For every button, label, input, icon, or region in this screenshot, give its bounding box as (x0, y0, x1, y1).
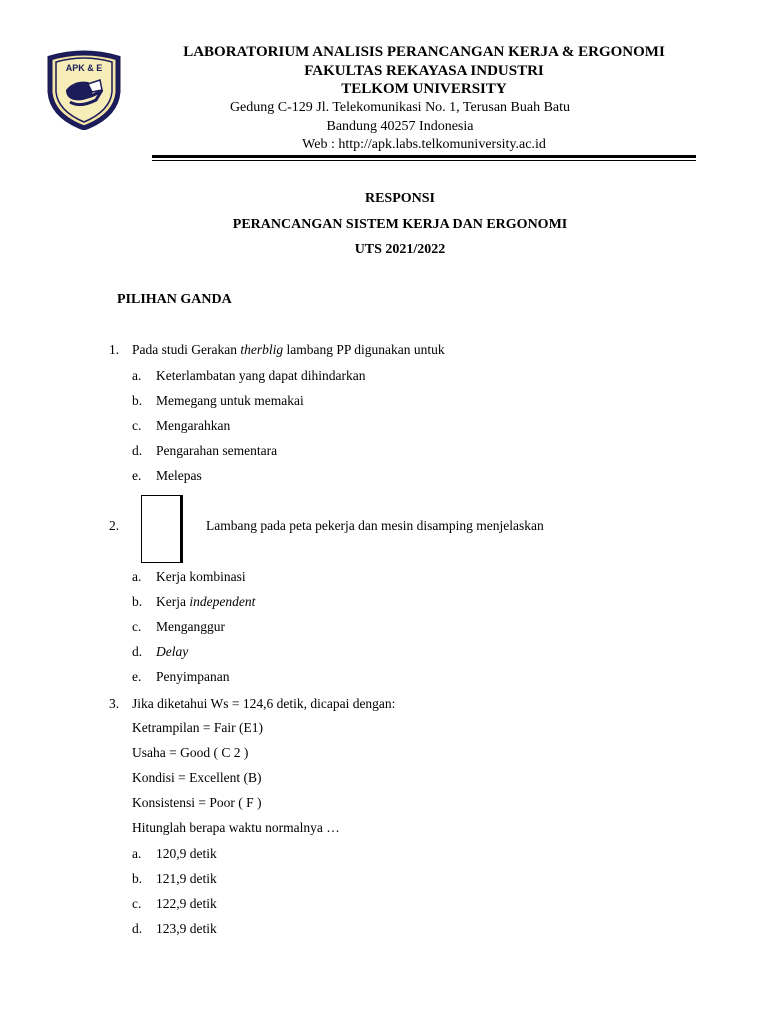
header-university: TELKOM UNIVERSITY (341, 81, 507, 97)
q1-option-c: c. Mengarahkan (132, 418, 231, 433)
q1-option-b: b. Memegang untuk memakai (132, 393, 304, 408)
header-faculty: FAKULTAS REKAYASA INDUSTRI (304, 63, 544, 79)
doc-subtitle: PERANCANGAN SISTEM KERJA DAN ERGONOMI (232, 217, 568, 232)
q3-line-skill: Ketrampilan = Fair (E1) (132, 720, 263, 735)
q1-option-e: e. Melepas (132, 468, 202, 483)
q1-option-a: a. Keterlambatan yang dapat dihindarkan (132, 368, 366, 383)
header-lab-name: LABORATORIUM ANALISIS PERANCANGAN KERJA & ERGONOMI (183, 44, 665, 60)
q1-number: 1. (109, 342, 120, 357)
doc-title: RESPONSI (364, 191, 436, 206)
worker-machine-symbol (141, 495, 183, 563)
q3-option-c: c. 122,9 detik (132, 896, 217, 911)
header-rule-thin (152, 160, 696, 161)
logo-text: APK & E (65, 63, 103, 73)
q3-number: 3. (109, 696, 120, 711)
q2-option-c: c. Menganggur (132, 619, 225, 634)
section-heading: PILIHAN GANDA (117, 292, 232, 307)
apke-logo (44, 50, 124, 130)
q2-option-b: b. Kerja independent (132, 594, 256, 609)
q3-option-d: d. 123,9 detik (132, 921, 217, 936)
q1-option-d: d. Pengarahan sementara (132, 443, 278, 458)
q3-option-b: b. 121,9 detik (132, 871, 217, 886)
header-web: Web : http://apk.labs.telkomuniversity.ac.id (302, 137, 546, 152)
doc-exam: UTS 2021/2022 (354, 242, 446, 257)
q1-question: Pada studi Gerakan therblig lambang PP digunakan untuk (132, 342, 445, 357)
q3-option-a: a. 120,9 detik (132, 846, 217, 861)
q3-line-effort: Usaha = Good ( C 2 ) (132, 745, 249, 760)
q2-option-a: a. Kerja kombinasi (132, 569, 246, 584)
header-address: Gedung C-129 Jl. Telekomunikasi No. 1, Terusan Buah Batu (229, 100, 571, 115)
q2-number: 2. (109, 518, 120, 533)
q2-option-e: e. Penyimpanan (132, 669, 230, 684)
header-rule-thick (152, 155, 696, 158)
q3-line-prompt: Hitunglah berapa waktu normalnya … (132, 820, 340, 835)
q3-line-consistency: Konsistensi = Poor ( F ) (132, 795, 262, 810)
header-city: Bandung 40257 Indonesia (326, 119, 474, 134)
q2-question: Lambang pada peta pekerja dan mesin disamping menjelaskan (206, 518, 544, 533)
q2-option-d: d. Delay (132, 644, 189, 659)
q3-line-condition: Kondisi = Excellent (B) (132, 770, 262, 785)
q3-question: Jika diketahui Ws = 124,6 detik, dicapai dengan: (132, 696, 396, 711)
